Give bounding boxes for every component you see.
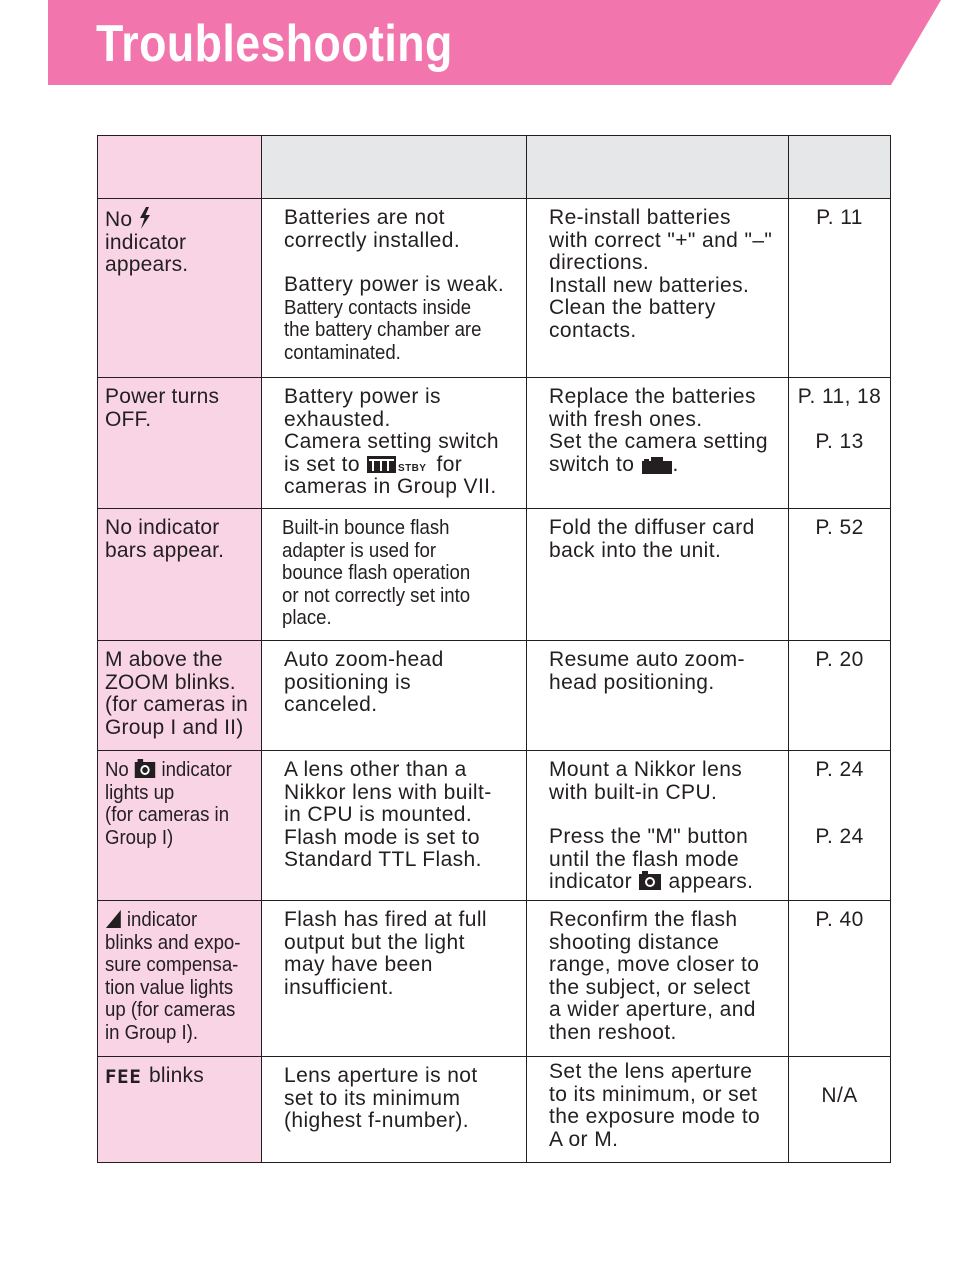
cause-text: Built-in bounce flash — [282, 517, 450, 539]
symptom-text: ZOOM blinks. — [105, 670, 236, 694]
page-ref: P. 40 — [815, 908, 864, 931]
symptom-text: indicator — [126, 909, 198, 931]
solution-text: with fresh ones. — [549, 407, 703, 431]
cause-text: correctly installed. — [284, 228, 461, 252]
header-cell-cause — [262, 136, 527, 199]
cause-text: insufficient. — [284, 975, 394, 999]
symptom-text: Group I) — [105, 826, 174, 849]
page-title: Troubleshooting — [96, 15, 453, 73]
page-cell — [789, 751, 891, 901]
cause-text: or not correctly set into — [282, 584, 471, 607]
cause-text: output but the light — [284, 930, 465, 954]
page-ref: P. 52 — [815, 516, 864, 539]
solution-text: with correct "+" and "–" — [549, 228, 773, 252]
cause-text: (highest f-number). — [284, 1109, 470, 1133]
solution-text: indicator — [549, 870, 632, 894]
cause-cell — [262, 901, 527, 1057]
symptom-text: (for cameras in — [105, 693, 249, 717]
solution-text: Clean the battery — [549, 296, 716, 320]
symptom-cell — [98, 509, 262, 641]
cause-text: Lens aperture is not — [284, 1064, 478, 1087]
symptom-cell — [98, 751, 262, 901]
page-cell — [789, 378, 891, 509]
cause-text: for — [436, 452, 463, 476]
solution-text: Press the "M" button — [549, 825, 749, 849]
cause-text: positioning is — [284, 670, 412, 694]
cause-text: Flash mode is set to — [284, 825, 480, 849]
header-cell-page — [789, 136, 891, 199]
cause-text: Camera setting switch — [284, 430, 499, 454]
solution-text: back into the unit. — [549, 538, 722, 562]
symptom-cell — [98, 1057, 262, 1163]
table-row — [98, 199, 891, 378]
solution-text: appears. — [668, 870, 754, 894]
solution-text: range, move closer to — [549, 953, 760, 977]
symptom-cell — [98, 641, 262, 751]
cause-text: in CPU is mounted. — [284, 803, 473, 827]
solution-cell — [527, 751, 789, 901]
cause-cell — [262, 751, 527, 901]
svg-text:STBY: STBY — [398, 462, 427, 474]
symptom-cell — [98, 901, 262, 1057]
symptom-cell — [98, 199, 262, 378]
table-header-row — [98, 136, 891, 199]
fee-error-icon — [105, 1065, 143, 1085]
solution-cell — [527, 199, 789, 378]
table-row — [98, 378, 891, 509]
page-ref: P. 20 — [815, 648, 864, 671]
table-row — [98, 641, 891, 751]
solution-text: a wider aperture, and — [549, 998, 756, 1022]
page-ref: P. 11, 18 — [797, 385, 882, 408]
page-ref: P. 11 — [816, 206, 863, 229]
table-row — [98, 1057, 891, 1163]
cause-text: Nikkor lens with built- — [284, 780, 492, 804]
solution-cell — [527, 378, 789, 509]
cause-text: Flash has fired at full — [284, 908, 487, 931]
solution-cell — [527, 641, 789, 751]
page-cell — [789, 509, 891, 641]
svg-text:FEE: FEE — [105, 1066, 141, 1085]
cause-text: exhausted. — [284, 407, 391, 431]
cause-text: is set to — [284, 452, 360, 476]
symptom-text: (for cameras in — [105, 804, 230, 827]
spacer — [549, 804, 782, 826]
solution-text: with built-in CPU. — [549, 780, 718, 804]
solution-text: Re-install batteries — [549, 206, 731, 229]
cause-text: Batteries are not — [284, 206, 445, 229]
solution-text: until the flash mode — [549, 847, 740, 871]
underexposure-warning-icon — [105, 909, 122, 929]
header-cell-symptom — [98, 136, 262, 199]
solution-text: Mount a Nikkor lens — [549, 758, 743, 781]
solution-text: Install new batteries. — [549, 273, 750, 297]
page-ref: P. 13 — [815, 429, 864, 453]
solution-text: contacts. — [549, 318, 637, 342]
symptom-text: lights up — [105, 781, 175, 804]
solution-text: shooting distance — [549, 930, 720, 954]
solution-text: Fold the diffuser card — [549, 516, 755, 539]
solution-text: to its minimum, or set — [549, 1082, 758, 1106]
solution-text: Reconfirm the flash — [549, 908, 738, 931]
symptom-text: in Group I). — [105, 1021, 199, 1044]
symptom-cell — [98, 378, 262, 509]
page-cell — [789, 641, 891, 751]
page-cell — [789, 901, 891, 1057]
header-cell-solution — [527, 136, 789, 199]
ttl-mode-icon — [134, 759, 156, 779]
solution-text: the subject, or select — [549, 975, 751, 999]
cause-text: the battery chamber are — [284, 319, 482, 342]
table-row — [98, 751, 891, 901]
symptom-text: blinks — [149, 1064, 204, 1087]
flash-ready-icon — [138, 207, 152, 229]
spacer — [284, 252, 520, 274]
page-ref: N/A — [821, 1084, 858, 1107]
solution-text: . — [672, 452, 679, 476]
solution-text: Resume auto zoom- — [549, 648, 745, 671]
symptom-text: appears. — [105, 253, 189, 277]
ttl-mode-icon — [638, 871, 662, 891]
page-ref: P. 24 — [815, 824, 864, 848]
camera-icon — [641, 456, 673, 474]
solution-cell — [527, 1057, 789, 1163]
troubleshooting-table — [97, 135, 891, 1163]
cause-text: Battery power is — [284, 385, 441, 408]
cause-text: canceled. — [284, 693, 378, 717]
cause-cell — [262, 378, 527, 509]
symptom-text: Group I and II) — [105, 715, 244, 739]
solution-text: Set the lens aperture — [549, 1060, 753, 1083]
page-ref: P. 24 — [815, 758, 864, 781]
solution-cell — [527, 901, 789, 1057]
table-row — [98, 509, 891, 641]
symptom-text: sure compensa- — [105, 954, 239, 977]
cause-text: contaminated. — [284, 341, 401, 364]
cause-cell — [262, 199, 527, 378]
solution-text: head positioning. — [549, 670, 715, 694]
solution-text: then reshoot. — [549, 1020, 677, 1044]
solution-text: A or M. — [549, 1127, 619, 1151]
cause-cell — [262, 1057, 527, 1163]
symptom-text: No — [105, 759, 129, 781]
cause-text: Battery contacts inside — [284, 296, 472, 319]
symptom-text: up (for cameras — [105, 999, 236, 1022]
cause-text: bounce flash operation — [282, 562, 471, 585]
cause-text: Standard TTL Flash. — [284, 848, 482, 872]
cause-text: place. — [282, 607, 332, 630]
solution-text: Replace the batteries — [549, 385, 756, 408]
cause-text: cameras in Group VII. — [284, 475, 497, 499]
page-cell — [789, 1057, 891, 1163]
solution-cell — [527, 509, 789, 641]
cause-text: Auto zoom-head — [284, 648, 444, 671]
cause-cell — [262, 641, 527, 751]
solution-text: switch to — [549, 452, 635, 476]
ttl-stby-icon — [366, 454, 430, 474]
cause-text: Battery power is weak. — [284, 273, 505, 297]
symptom-text: No indicator — [105, 516, 220, 539]
symptom-text: Power turns — [105, 385, 220, 408]
symptom-text: indicator — [161, 759, 232, 781]
symptom-text: bars appear. — [105, 538, 225, 562]
cause-text: set to its minimum — [284, 1086, 461, 1110]
cause-text: A lens other than a — [284, 758, 467, 781]
symptom-text: M above the — [105, 648, 223, 671]
symptom-text: OFF. — [105, 407, 152, 431]
solution-text: directions. — [549, 251, 650, 275]
table-row — [98, 901, 891, 1057]
cause-text: adapter is used for — [282, 539, 437, 562]
solution-text: the exposure mode to — [549, 1105, 761, 1129]
page-cell — [789, 199, 891, 378]
symptom-text: indicator — [105, 230, 187, 254]
solution-text: Set the camera setting — [549, 430, 768, 454]
cause-text: may have been — [284, 953, 433, 977]
symptom-text: No — [105, 208, 133, 231]
cause-cell — [262, 509, 527, 641]
symptom-text: tion value lights — [105, 976, 234, 999]
symptom-text: blinks and expo- — [105, 931, 241, 954]
